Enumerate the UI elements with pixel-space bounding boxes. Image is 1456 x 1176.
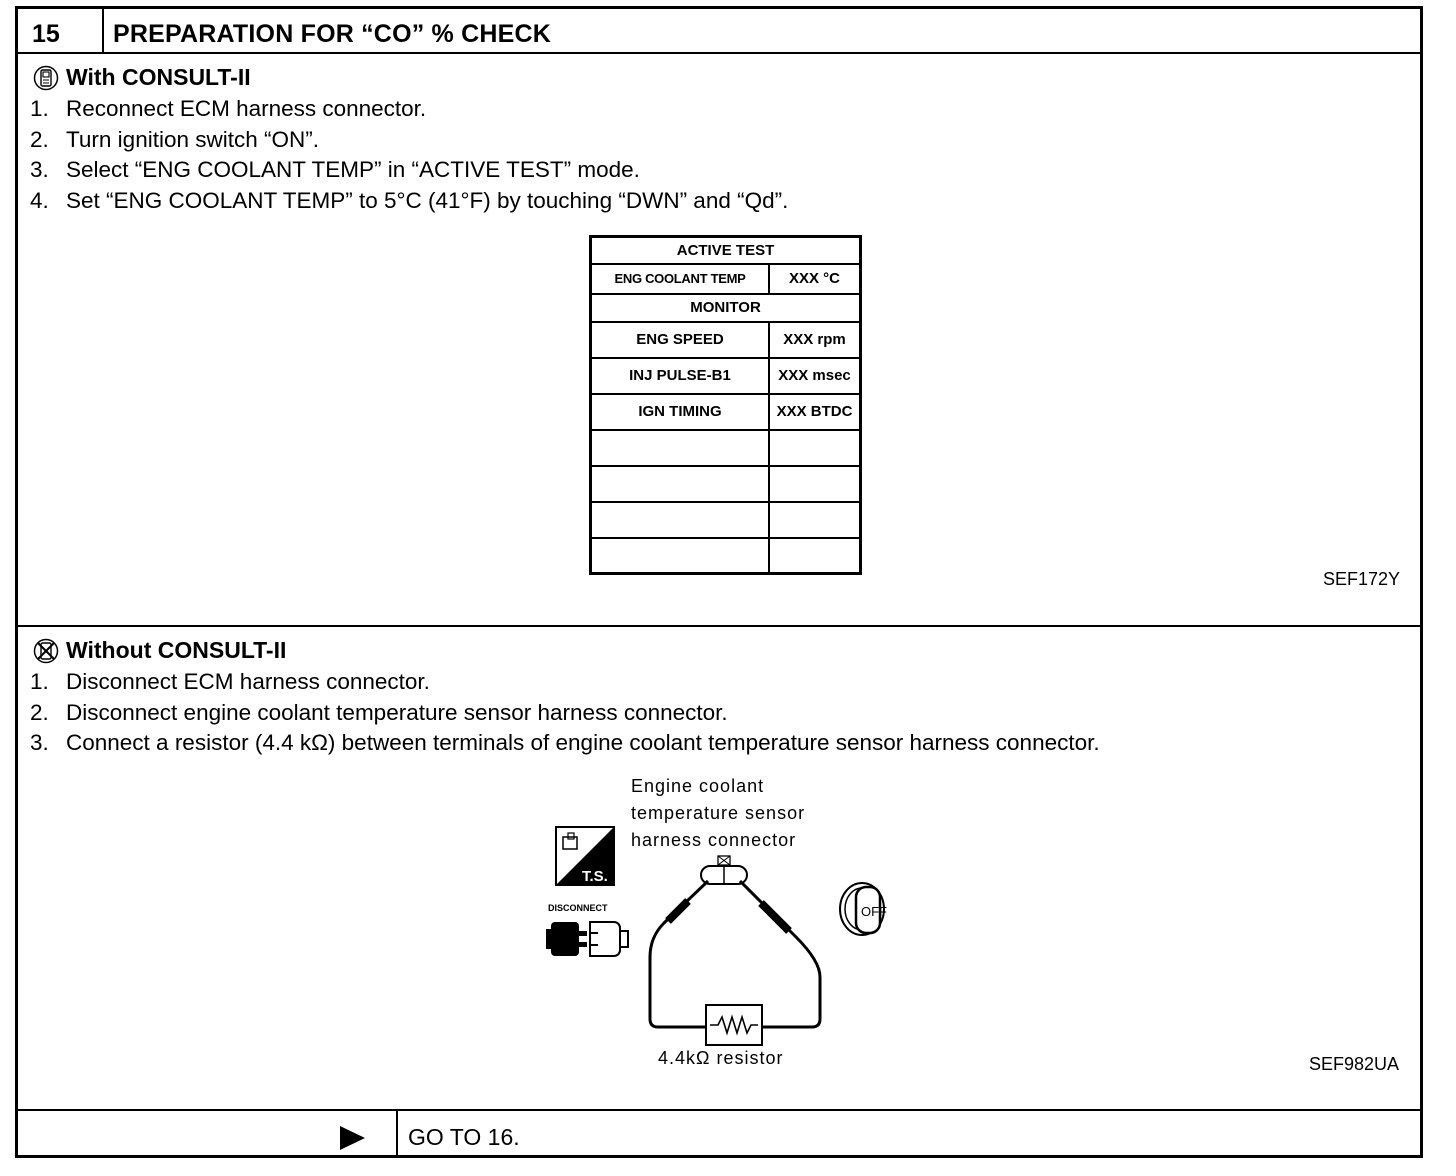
list-item: 3. Select “ENG COOLANT TEMP” in “ACTIVE TEST” mode. bbox=[30, 157, 640, 183]
probe-sleeve bbox=[761, 903, 789, 931]
list-item: 1. Disconnect ECM harness connector. bbox=[30, 669, 430, 694]
monitor-value: XXX rpm bbox=[769, 322, 861, 358]
list-item: 1. Reconnect ECM harness connector. bbox=[30, 96, 427, 121]
divider bbox=[18, 625, 1420, 627]
active-test-item-value: XXX °C bbox=[769, 264, 861, 294]
monitor-value: XXX msec bbox=[769, 358, 861, 394]
monitor-empty-cell bbox=[591, 430, 770, 466]
monitor-label: ENG SPEED bbox=[591, 322, 770, 358]
probe-sleeve bbox=[668, 901, 688, 921]
goto-next-step[interactable]: GO TO 16. bbox=[408, 1124, 520, 1150]
monitor-label: IGN TIMING bbox=[591, 394, 770, 430]
no-tester-icon bbox=[33, 638, 59, 664]
active-test-title: ACTIVE TEST bbox=[591, 237, 861, 264]
with-consult-heading bbox=[33, 64, 251, 91]
list-item: 2. Turn ignition switch “ON”. bbox=[30, 126, 319, 152]
resistor-icon bbox=[706, 1005, 762, 1045]
monitor-empty-cell bbox=[769, 538, 861, 574]
monitor-title: MONITOR bbox=[591, 294, 861, 322]
without-consult-heading bbox=[33, 637, 286, 664]
with-consult-label: With CONSULT-II bbox=[66, 64, 251, 90]
with-consult-steps bbox=[30, 94, 788, 217]
divider bbox=[18, 1109, 1420, 1111]
svg-text:OFF: OFF bbox=[861, 904, 887, 919]
divider bbox=[396, 1109, 398, 1157]
svg-text:T.S.: T.S. bbox=[582, 868, 608, 885]
svg-text:DISCONNECT: DISCONNECT bbox=[548, 903, 608, 913]
monitor-empty-cell bbox=[591, 466, 770, 502]
list-item: 4. Set “ENG COOLANT TEMP” to 5°C (41°F) by touching “DWN” and “Qd”. bbox=[30, 188, 789, 214]
without-consult-label: Without CONSULT-II bbox=[66, 637, 287, 663]
coolant-sensor-connector bbox=[701, 856, 747, 884]
ignition-key-off-icon bbox=[840, 883, 887, 935]
troubleshooting-icon bbox=[556, 827, 614, 885]
disconnect-icon bbox=[546, 903, 628, 956]
consult-tester-icon bbox=[33, 65, 59, 91]
resistor-label: 4.4kΩ resistor bbox=[658, 1048, 784, 1068]
monitor-empty-cell bbox=[591, 502, 770, 538]
step-title: PREPARATION FOR “CO” % CHECK bbox=[113, 20, 552, 48]
without-consult-steps bbox=[30, 667, 1100, 759]
monitor-empty-cell bbox=[769, 466, 861, 502]
figure-id: SEF172Y bbox=[1323, 569, 1401, 589]
monitor-label: INJ PULSE-B1 bbox=[591, 358, 770, 394]
divider bbox=[102, 9, 104, 53]
procedure-frame bbox=[15, 6, 1423, 1158]
list-item: 2. Disconnect engine coolant temperature sensor harness connector. bbox=[30, 699, 728, 725]
resistor-diagram bbox=[538, 819, 918, 1069]
monitor-empty-cell bbox=[769, 502, 861, 538]
next-arrow-icon bbox=[340, 1126, 365, 1150]
monitor-empty-cell bbox=[591, 538, 770, 574]
connector-label: Engine coolant temperature sensor harness connector bbox=[631, 776, 806, 850]
active-test-table bbox=[589, 235, 862, 575]
active-test-item-label: ENG COOLANT TEMP bbox=[591, 264, 770, 294]
list-item: 3. Connect a resistor (4.4 kΩ) between terminals of engine coolant temperature sensor harness connector. bbox=[30, 730, 1100, 756]
divider bbox=[18, 52, 1420, 54]
monitor-value: XXX BTDC bbox=[769, 394, 861, 430]
step-number: 15 bbox=[32, 20, 60, 48]
figure-id: SEF982UA bbox=[1309, 1054, 1400, 1074]
monitor-empty-cell bbox=[769, 430, 861, 466]
